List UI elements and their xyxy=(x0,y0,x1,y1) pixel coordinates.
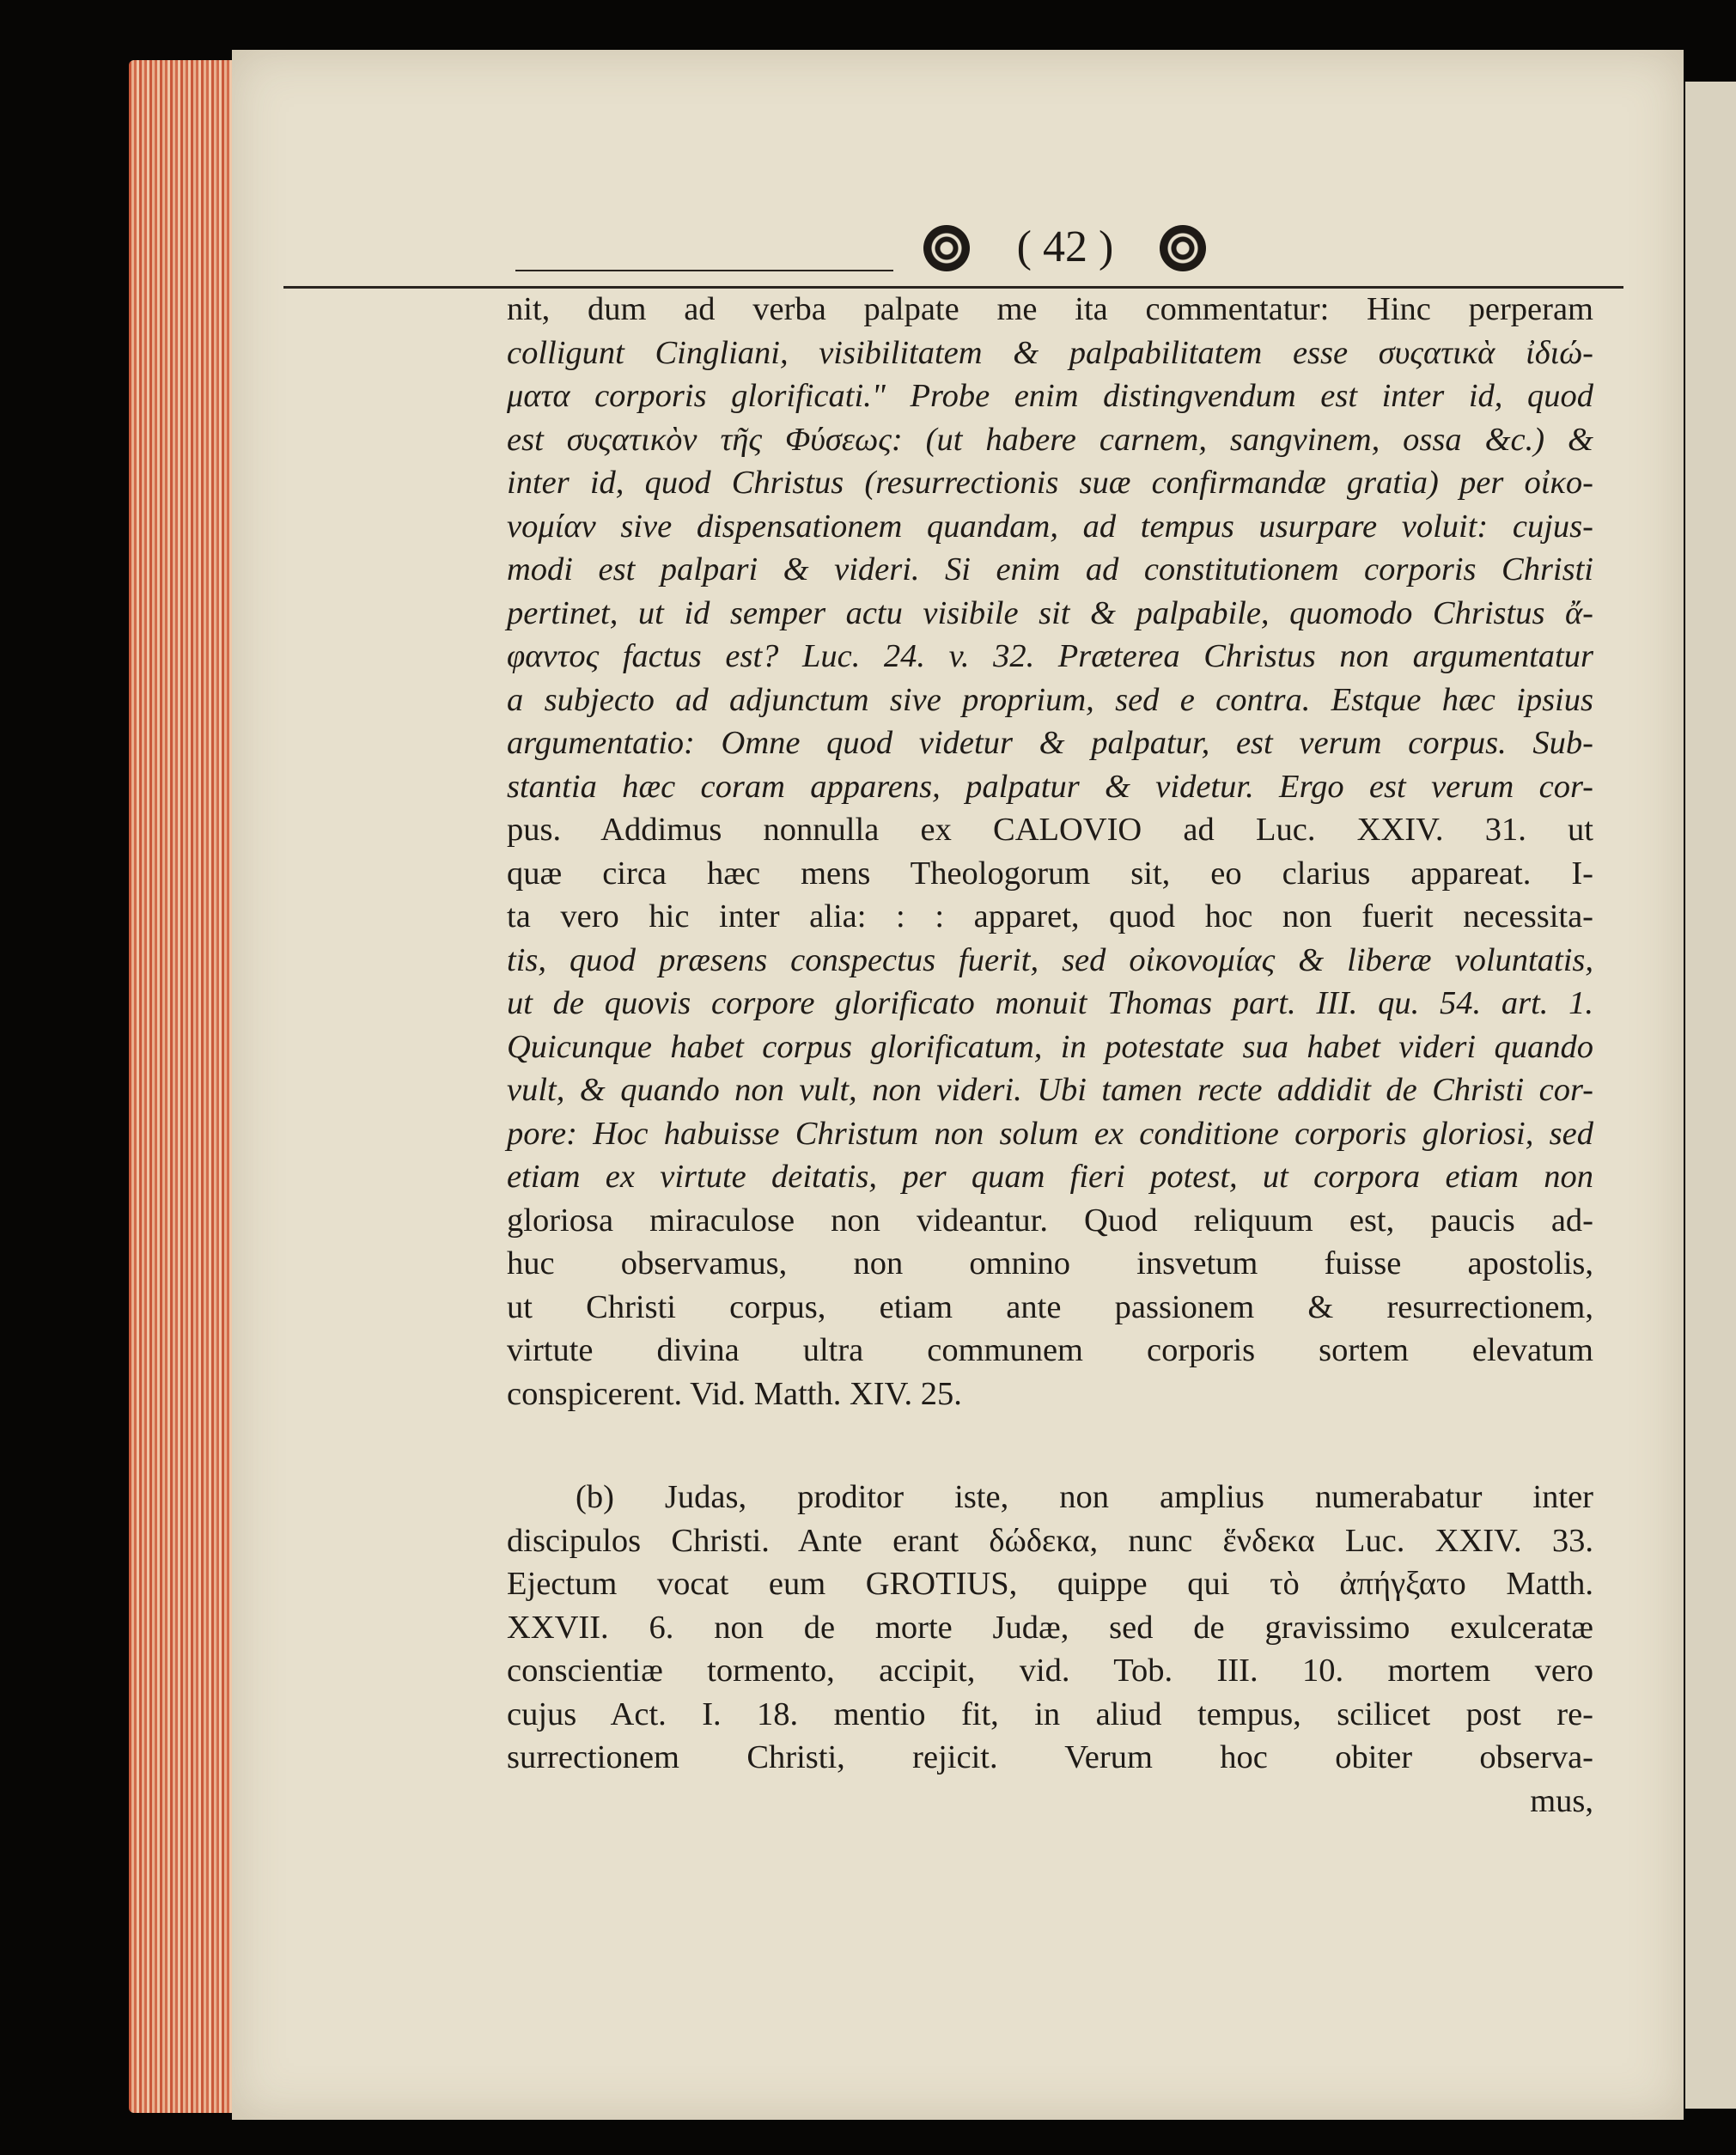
footnote-line: Ejectum vocat eum GROTIUS, quippe qui τὸ ἀπήγξατο Matth. xyxy=(507,1566,1593,1602)
text-line: vult, & quando non vult, non videri. Ubi tamen recte addidit de Christi cor- xyxy=(507,1072,1593,1108)
footnote-line: surrectionem Christi, rejicit. Verum hoc obiter observa- xyxy=(507,1739,1593,1775)
footnote-line: (b) Judas, proditor iste, non amplius numerabatur inter xyxy=(576,1479,1593,1515)
book-page-edges xyxy=(129,60,241,2113)
text-line: ut de quovis corpore glorificato monuit Thomas part. III. qu. 54. art. 1. xyxy=(507,985,1593,1021)
text-line: huc observamus, non omnino insvetum fuisse apostolis, xyxy=(507,1245,1593,1281)
text-line: stantia hæc coram apparens, palpatur & videtur. Ergo est verum cor- xyxy=(507,768,1593,805)
footnote-line: XXVII. 6. non de morte Judæ, sed de gravissimo exulceratæ xyxy=(507,1609,1593,1646)
text-line: inter id, quod Christus (resurrectionis suæ confirmandæ gratia) per οἰκο- xyxy=(507,465,1593,501)
text-line: colligunt Cingliani, visibilitatem & palpabilitatem esse συςατικὰ ἰδιώ- xyxy=(507,334,1593,371)
footnote-line: conscientiæ tormento, accipit, vid. Tob. III. 10. mortem vero xyxy=(507,1653,1593,1689)
right-ornament-icon xyxy=(1160,225,1206,271)
text-line: pertinet, ut id semper actu visibile sit & palpabile, quomodo Christus ἄ- xyxy=(507,594,1593,631)
text-line: est συςατικὸν τῆς Φύσεως: (ut habere carnem, sangvinem, ossa &c.) & xyxy=(507,421,1593,458)
text-line: ta vero hic inter alia: : : apparet, quod hoc non fuerit necessita- xyxy=(507,898,1593,934)
text-line: gloriosa miraculose non videantur. Quod reliquum est, paucis ad- xyxy=(507,1202,1593,1239)
page-number: ( 42 ) xyxy=(1016,222,1114,271)
text-line: φαντος factus est? Luc. 24. v. 32. Præterea Christus non argumentatur xyxy=(507,638,1593,674)
text-line: argumentatio: Omne quod videtur & palpatur, est verum corpus. Sub- xyxy=(507,725,1593,761)
footnote-line: discipulos Christi. Ante erant δώδεκα, nunc ἕνδεκα Luc. XXIV. 33. xyxy=(507,1522,1593,1559)
text-line: a subjecto ad adjunctum sive proprium, sed e contra. Estque hæc ipsius xyxy=(507,681,1593,718)
catchword: mus, xyxy=(1530,1782,1593,1819)
text-line: tis, quod præsens conspectus fuerit, sed οἰκονομίας & liberæ voluntatis, xyxy=(507,941,1593,978)
text-line: pus. Addimus nonnulla ex CALOVIO ad Luc. XXIV. 31. ut xyxy=(507,812,1593,848)
text-line: etiam ex virtute deitatis, per quam fieri potest, ut corpora etiam non xyxy=(507,1159,1593,1195)
text-line: Quicunque habet corpus glorificatum, in potestate sua habet videri quando xyxy=(507,1028,1593,1065)
text-line: νομίαν sive dispensationem quandam, ad tempus usurpare voluit: cujus- xyxy=(507,508,1593,545)
text-line: quæ circa hæc mens Theologorum sit, eo clarius appareat. I- xyxy=(507,855,1593,892)
text-line: ματα corporis glorificati." Probe enim distingvendum est inter id, quod xyxy=(507,378,1593,414)
text-line: nit, dum ad verba palpate me ita commentatur: Hinc perperam xyxy=(507,291,1593,327)
text-line: modi est palpari & videri. Si enim ad constitutionem corporis Christi xyxy=(507,551,1593,587)
header-rule-short xyxy=(515,270,893,271)
text-line: ut Christi corpus, etiam ante passionem & resurrectionem, xyxy=(507,1288,1593,1325)
text-line: pore: Hoc habuisse Christum non solum ex conditione corporis gloriosi, sed xyxy=(507,1115,1593,1152)
footnote-line: cujus Act. I. 18. mentio fit, in aliud tempus, scilicet post re- xyxy=(507,1695,1593,1732)
text-line: virtute divina ultra communem corporis sortem elevatum xyxy=(507,1332,1593,1368)
facing-page-edge xyxy=(1685,82,1736,2109)
page-text xyxy=(507,288,1593,1823)
left-ornament-icon xyxy=(923,225,970,271)
text-line: conspicerent. Vid. Matth. XIV. 25. xyxy=(507,1375,962,1412)
